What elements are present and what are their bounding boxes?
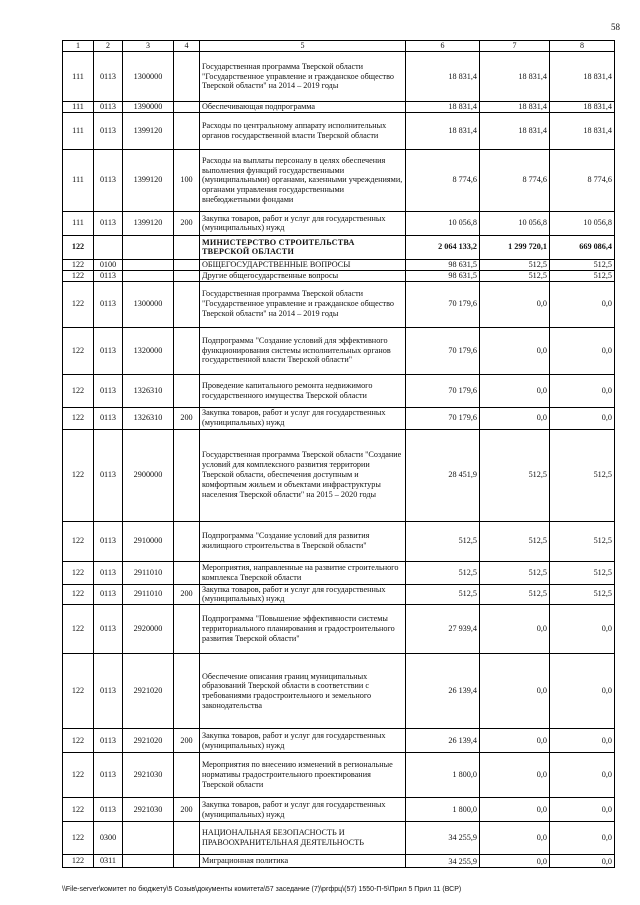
chapter-code-cell: 122	[63, 521, 94, 561]
table-row	[63, 259, 615, 270]
header-cell: 3	[123, 41, 174, 52]
target-code-cell	[123, 235, 174, 259]
amount-col7-cell: 0,0	[480, 855, 550, 868]
amount-col7-cell: 8 774,6	[480, 149, 550, 211]
table-row	[63, 584, 615, 605]
amount-col8-cell: 8 774,6	[550, 149, 615, 211]
page-number: 58	[611, 22, 620, 32]
amount-col7-cell: 0,0	[480, 798, 550, 822]
amount-col8-cell: 512,5	[550, 429, 615, 521]
table-row	[63, 561, 615, 584]
amount-col8-cell: 0,0	[550, 407, 615, 429]
table-row	[63, 605, 615, 654]
expense-type-cell	[174, 561, 200, 584]
amount-col7-cell: 512,5	[480, 259, 550, 270]
amount-col6-cell: 2 064 133,2	[406, 235, 480, 259]
item-name-cell: Подпрограмма "Повышение эффективности системы территориального планирования и градостроительного развития Тверской области"	[200, 605, 406, 654]
amount-col6-cell: 10 056,8	[406, 211, 480, 235]
table-row	[63, 281, 615, 327]
section-code-cell: 0113	[94, 753, 123, 798]
item-name-cell: Государственная программа Тверской области "Государственное управление и гражданское общество Тверской области" на 2014 – 2019 годы	[200, 52, 406, 102]
chapter-code-cell: 122	[63, 407, 94, 429]
amount-col7-cell: 18 831,4	[480, 102, 550, 113]
amount-col6-cell: 1 800,0	[406, 753, 480, 798]
section-code-cell: 0113	[94, 407, 123, 429]
table-row	[63, 327, 615, 374]
amount-col8-cell: 0,0	[550, 822, 615, 855]
target-code-cell: 1300000	[123, 281, 174, 327]
item-name-cell: Мероприятия, направленные на развитие строительного комплекса Тверской области	[200, 561, 406, 584]
chapter-code-cell: 122	[63, 605, 94, 654]
amount-col6-cell: 26 139,4	[406, 654, 480, 729]
table-row	[63, 729, 615, 753]
target-code-cell: 1320000	[123, 327, 174, 374]
section-code-cell: 0113	[94, 149, 123, 211]
target-code-cell: 1399120	[123, 149, 174, 211]
amount-col6-cell: 26 139,4	[406, 729, 480, 753]
expense-type-cell	[174, 429, 200, 521]
table-row	[63, 235, 615, 259]
header-cell: 6	[406, 41, 480, 52]
amount-col7-cell: 18 831,4	[480, 112, 550, 149]
table-row	[63, 112, 615, 149]
chapter-code-cell: 122	[63, 429, 94, 521]
expense-type-cell	[174, 822, 200, 855]
chapter-code-cell: 111	[63, 211, 94, 235]
item-name-cell: Подпрограмма "Создание условий для эффективного функционирования системы исполнительных органов государственной власти Тверской области"	[200, 327, 406, 374]
expense-type-cell: 200	[174, 211, 200, 235]
item-name-cell: НАЦИОНАЛЬНАЯ БЕЗОПАСНОСТЬ И ПРАВООХРАНИТЕЛЬНАЯ ДЕЯТЕЛЬНОСТЬ	[200, 822, 406, 855]
expense-type-cell	[174, 327, 200, 374]
amount-col7-cell: 0,0	[480, 654, 550, 729]
item-name-cell: Другие общегосударственные вопросы	[200, 270, 406, 281]
target-code-cell: 2920000	[123, 605, 174, 654]
section-code-cell: 0300	[94, 822, 123, 855]
item-name-cell: Государственная программа Тверской области "Создание условий для комплексного развития территории Тверской области, обеспечения доступным и комфортным жильем и объектами инфраструктуры населения Тверской области" на 2015 – 2020 годы	[200, 429, 406, 521]
section-code-cell: 0113	[94, 584, 123, 605]
amount-col6-cell: 512,5	[406, 561, 480, 584]
chapter-code-cell: 111	[63, 149, 94, 211]
amount-col6-cell: 1 800,0	[406, 798, 480, 822]
item-name-cell: Обеспечивающая подпрограмма	[200, 102, 406, 113]
amount-col6-cell: 70 179,6	[406, 407, 480, 429]
section-code-cell: 0100	[94, 259, 123, 270]
chapter-code-cell: 122	[63, 259, 94, 270]
target-code-cell: 2921020	[123, 654, 174, 729]
amount-col7-cell: 0,0	[480, 281, 550, 327]
expense-type-cell	[174, 259, 200, 270]
item-name-cell: ОБЩЕГОСУДАРСТВЕННЫЕ ВОПРОСЫ	[200, 259, 406, 270]
section-code-cell: 0113	[94, 270, 123, 281]
expense-type-cell: 200	[174, 407, 200, 429]
chapter-code-cell: 122	[63, 753, 94, 798]
amount-col6-cell: 98 631,5	[406, 259, 480, 270]
item-name-cell: МИНИСТЕРСТВО СТРОИТЕЛЬСТВА ТВЕРСКОЙ ОБЛАСТИ	[200, 235, 406, 259]
amount-col8-cell: 10 056,8	[550, 211, 615, 235]
section-code-cell: 0113	[94, 52, 123, 102]
table-row	[63, 211, 615, 235]
item-name-cell: Закупка товаров, работ и услуг для государственных (муниципальных) нужд	[200, 584, 406, 605]
amount-col7-cell: 512,5	[480, 521, 550, 561]
amount-col8-cell: 512,5	[550, 270, 615, 281]
expense-type-cell	[174, 270, 200, 281]
chapter-code-cell: 122	[63, 798, 94, 822]
item-name-cell: Миграционная политика	[200, 855, 406, 868]
table-row	[63, 270, 615, 281]
item-name-cell: Закупка товаров, работ и услуг для государственных (муниципальных) нужд	[200, 407, 406, 429]
amount-col6-cell: 34 255,9	[406, 822, 480, 855]
table-row	[63, 149, 615, 211]
section-code-cell: 0113	[94, 729, 123, 753]
amount-col6-cell: 512,5	[406, 521, 480, 561]
expense-type-cell	[174, 521, 200, 561]
expense-type-cell	[174, 52, 200, 102]
chapter-code-cell: 122	[63, 584, 94, 605]
chapter-code-cell: 111	[63, 102, 94, 113]
amount-col8-cell: 0,0	[550, 605, 615, 654]
item-name-cell: Закупка товаров, работ и услуг для государственных (муниципальных) нужд	[200, 798, 406, 822]
amount-col8-cell: 18 831,4	[550, 102, 615, 113]
amount-col6-cell: 70 179,6	[406, 374, 480, 407]
amount-col6-cell: 98 631,5	[406, 270, 480, 281]
chapter-code-cell: 111	[63, 52, 94, 102]
target-code-cell: 2921030	[123, 798, 174, 822]
expense-type-cell: 200	[174, 584, 200, 605]
chapter-code-cell: 122	[63, 235, 94, 259]
table-row	[63, 102, 615, 113]
section-code-cell: 0113	[94, 521, 123, 561]
item-name-cell: Закупка товаров, работ и услуг для государственных (муниципальных) нужд	[200, 729, 406, 753]
target-code-cell	[123, 822, 174, 855]
amount-col7-cell: 512,5	[480, 561, 550, 584]
header-cell: 5	[200, 41, 406, 52]
table-row	[63, 753, 615, 798]
table-row	[63, 52, 615, 102]
amount-col7-cell: 512,5	[480, 429, 550, 521]
amount-col7-cell: 0,0	[480, 407, 550, 429]
expense-type-cell	[174, 281, 200, 327]
amount-col8-cell: 669 086,4	[550, 235, 615, 259]
amount-col7-cell: 1 299 720,1	[480, 235, 550, 259]
section-code-cell: 0113	[94, 211, 123, 235]
amount-col7-cell: 0,0	[480, 822, 550, 855]
amount-col8-cell: 18 831,4	[550, 52, 615, 102]
expense-type-cell	[174, 605, 200, 654]
expense-type-cell	[174, 102, 200, 113]
target-code-cell: 1399120	[123, 211, 174, 235]
table-row	[63, 407, 615, 429]
header-cell: 7	[480, 41, 550, 52]
chapter-code-cell: 122	[63, 729, 94, 753]
header-cell: 2	[94, 41, 123, 52]
target-code-cell: 1326310	[123, 374, 174, 407]
amount-col6-cell: 27 939,4	[406, 605, 480, 654]
amount-col8-cell: 0,0	[550, 798, 615, 822]
amount-col8-cell: 0,0	[550, 374, 615, 407]
chapter-code-cell: 122	[63, 327, 94, 374]
expense-type-cell: 100	[174, 149, 200, 211]
target-code-cell: 1390000	[123, 102, 174, 113]
amount-col8-cell: 18 831,4	[550, 112, 615, 149]
footer-file-path: \\File-server\комитет по бюджету\5 Созыв\документы комитета\57 заседание (7)\ргфрц\(57) 1550-П-5\Прил 5 Прил 11 (ВСР)	[62, 886, 462, 893]
section-code-cell: 0113	[94, 429, 123, 521]
amount-col6-cell: 18 831,4	[406, 112, 480, 149]
amount-col8-cell: 0,0	[550, 654, 615, 729]
amount-col6-cell: 28 451,9	[406, 429, 480, 521]
section-code-cell: 0113	[94, 798, 123, 822]
amount-col7-cell: 0,0	[480, 374, 550, 407]
amount-col7-cell: 0,0	[480, 605, 550, 654]
section-code-cell: 0113	[94, 281, 123, 327]
table-row	[63, 429, 615, 521]
target-code-cell: 1399120	[123, 112, 174, 149]
amount-col8-cell: 512,5	[550, 521, 615, 561]
expense-type-cell	[174, 654, 200, 729]
header-cell: 1	[63, 41, 94, 52]
section-code-cell: 0113	[94, 561, 123, 584]
target-code-cell: 2921020	[123, 729, 174, 753]
chapter-code-cell: 122	[63, 561, 94, 584]
amount-col8-cell: 512,5	[550, 561, 615, 584]
header-cell: 4	[174, 41, 200, 52]
target-code-cell: 2911010	[123, 584, 174, 605]
section-code-cell: 0113	[94, 654, 123, 729]
table-row	[63, 798, 615, 822]
amount-col7-cell: 0,0	[480, 327, 550, 374]
section-code-cell: 0113	[94, 327, 123, 374]
chapter-code-cell: 122	[63, 374, 94, 407]
section-code-cell	[94, 235, 123, 259]
target-code-cell: 2911010	[123, 561, 174, 584]
amount-col6-cell: 34 255,9	[406, 855, 480, 868]
amount-col6-cell: 8 774,6	[406, 149, 480, 211]
table-row	[63, 374, 615, 407]
target-code-cell: 2921030	[123, 753, 174, 798]
expense-type-cell	[174, 112, 200, 149]
amount-col8-cell: 0,0	[550, 327, 615, 374]
chapter-code-cell: 122	[63, 281, 94, 327]
item-name-cell: Расходы на выплаты персоналу в целях обеспечения выполнения функций государственными (муниципальными) органами, казенными учреждениями, органами управления государственными внебюджетными фондами	[200, 149, 406, 211]
amount-col8-cell: 512,5	[550, 259, 615, 270]
item-name-cell: Расходы по центральному аппарату исполнительных органов государственной власти Тверской области	[200, 112, 406, 149]
expense-type-cell: 200	[174, 798, 200, 822]
table-row	[63, 521, 615, 561]
section-code-cell: 0113	[94, 605, 123, 654]
chapter-code-cell: 122	[63, 855, 94, 868]
amount-col7-cell: 512,5	[480, 584, 550, 605]
amount-col8-cell: 0,0	[550, 729, 615, 753]
target-code-cell: 1326310	[123, 407, 174, 429]
amount-col6-cell: 70 179,6	[406, 281, 480, 327]
amount-col8-cell: 0,0	[550, 281, 615, 327]
table-row	[63, 822, 615, 855]
target-code-cell: 1300000	[123, 52, 174, 102]
header-cell: 8	[550, 41, 615, 52]
amount-col6-cell: 18 831,4	[406, 52, 480, 102]
section-code-cell: 0113	[94, 374, 123, 407]
target-code-cell: 2900000	[123, 429, 174, 521]
amount-col8-cell: 0,0	[550, 753, 615, 798]
budget-table	[62, 40, 615, 868]
section-code-cell: 0113	[94, 102, 123, 113]
amount-col7-cell: 512,5	[480, 270, 550, 281]
chapter-code-cell: 122	[63, 822, 94, 855]
section-code-cell: 0113	[94, 112, 123, 149]
target-code-cell	[123, 270, 174, 281]
target-code-cell: 2910000	[123, 521, 174, 561]
amount-col6-cell: 512,5	[406, 584, 480, 605]
item-name-cell: Проведение капитального ремонта недвижимого государственного имущества Тверской области	[200, 374, 406, 407]
expense-type-cell	[174, 374, 200, 407]
amount-col7-cell: 0,0	[480, 753, 550, 798]
amount-col7-cell: 0,0	[480, 729, 550, 753]
table-row	[63, 855, 615, 868]
amount-col7-cell: 18 831,4	[480, 52, 550, 102]
amount-col8-cell: 512,5	[550, 584, 615, 605]
target-code-cell	[123, 855, 174, 868]
item-name-cell: Мероприятия по внесению изменений в региональные нормативы градостроительного проектирования Тверской области	[200, 753, 406, 798]
amount-col6-cell: 18 831,4	[406, 102, 480, 113]
amount-col7-cell: 10 056,8	[480, 211, 550, 235]
amount-col6-cell: 70 179,6	[406, 327, 480, 374]
chapter-code-cell: 122	[63, 654, 94, 729]
item-name-cell: Обеспечение описания границ муниципальных образований Тверской области в соответствии с требованиями градостроительного и земельного законодательства	[200, 654, 406, 729]
expense-type-cell	[174, 753, 200, 798]
chapter-code-cell: 122	[63, 270, 94, 281]
item-name-cell: Государственная программа Тверской области "Государственное управление и гражданское общество Тверской области" на 2014 – 2019 годы	[200, 281, 406, 327]
expense-type-cell	[174, 855, 200, 868]
table-row	[63, 654, 615, 729]
expense-type-cell: 200	[174, 729, 200, 753]
chapter-code-cell: 111	[63, 112, 94, 149]
item-name-cell: Подпрограмма "Создание условий для развития жилищного строительства в Тверской области"	[200, 521, 406, 561]
header-row	[63, 41, 615, 52]
item-name-cell: Закупка товаров, работ и услуг для государственных (муниципальных) нужд	[200, 211, 406, 235]
amount-col8-cell: 0,0	[550, 855, 615, 868]
target-code-cell	[123, 259, 174, 270]
expense-type-cell	[174, 235, 200, 259]
section-code-cell: 0311	[94, 855, 123, 868]
